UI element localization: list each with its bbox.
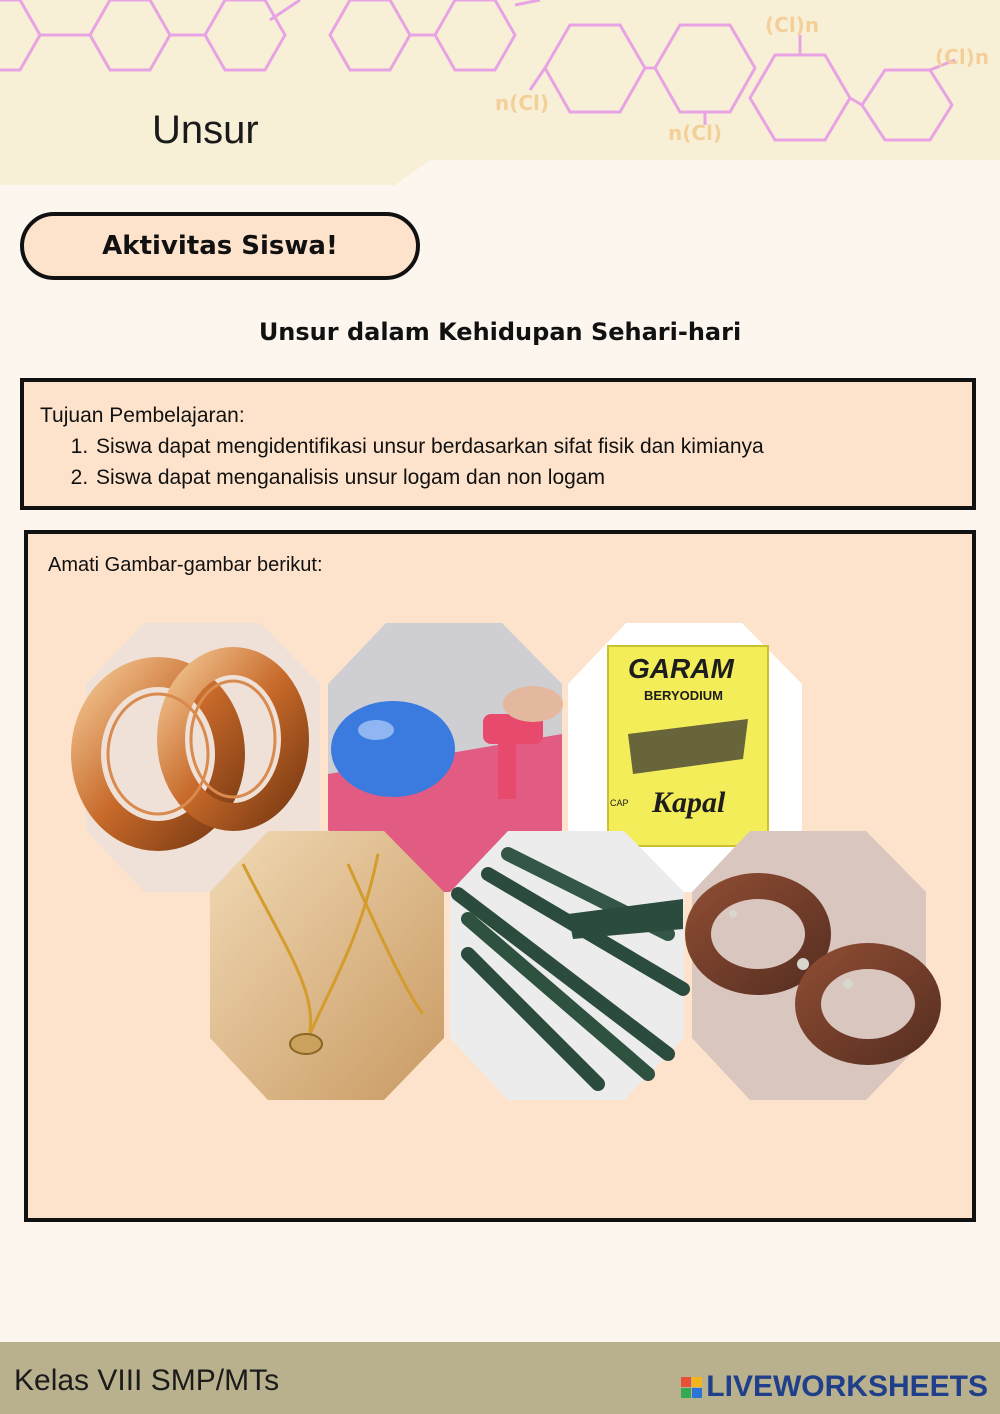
formula-label: n(Cl) bbox=[668, 121, 723, 145]
goal-item: 2. Siswa dapat menganalisis unsur logam dan non logam bbox=[94, 462, 956, 493]
pencils-image bbox=[450, 831, 684, 1100]
goals-heading: Tujuan Pembelajaran: bbox=[40, 404, 245, 427]
formula-label: n(Cl) bbox=[495, 91, 550, 115]
salt-cap: CAP bbox=[610, 798, 629, 808]
activity-label: Aktivitas Siswa! bbox=[102, 231, 338, 261]
formula-label: (Cl)n bbox=[935, 45, 990, 69]
salt-brand-script: Kapal bbox=[652, 786, 726, 819]
salt-brand-mid: BERYODIUM bbox=[644, 688, 723, 703]
formula-label: (Cl)n bbox=[765, 13, 820, 37]
observe-label: Amati Gambar-gambar berikut: bbox=[48, 554, 323, 576]
rusty-chain-image bbox=[692, 831, 928, 1100]
brand-grid-icon bbox=[681, 1377, 702, 1398]
header-decoration bbox=[0, 0, 1000, 190]
observe-box bbox=[24, 530, 976, 1222]
goal-item: 1. Siswa dapat mengidentifikasi unsur berdasarkan sifat fisik dan kimianya bbox=[94, 431, 956, 462]
class-label: Kelas VIII SMP/MTs bbox=[14, 1364, 280, 1397]
page-title: Unsur bbox=[152, 108, 259, 152]
image-hexagon-grid bbox=[28, 534, 972, 1218]
goals-list bbox=[40, 431, 956, 493]
salt-brand-top: GARAM bbox=[628, 653, 734, 684]
activity-badge bbox=[20, 212, 420, 280]
brand-logo bbox=[681, 1370, 988, 1404]
footer bbox=[0, 1342, 1000, 1414]
gold-necklace-image bbox=[210, 831, 444, 1100]
section-title: Unsur dalam Kehidupan Sehari-hari bbox=[258, 318, 742, 346]
learning-goals-box bbox=[20, 378, 976, 510]
brand-text: LIVEWORKSHEETS bbox=[706, 1370, 988, 1403]
